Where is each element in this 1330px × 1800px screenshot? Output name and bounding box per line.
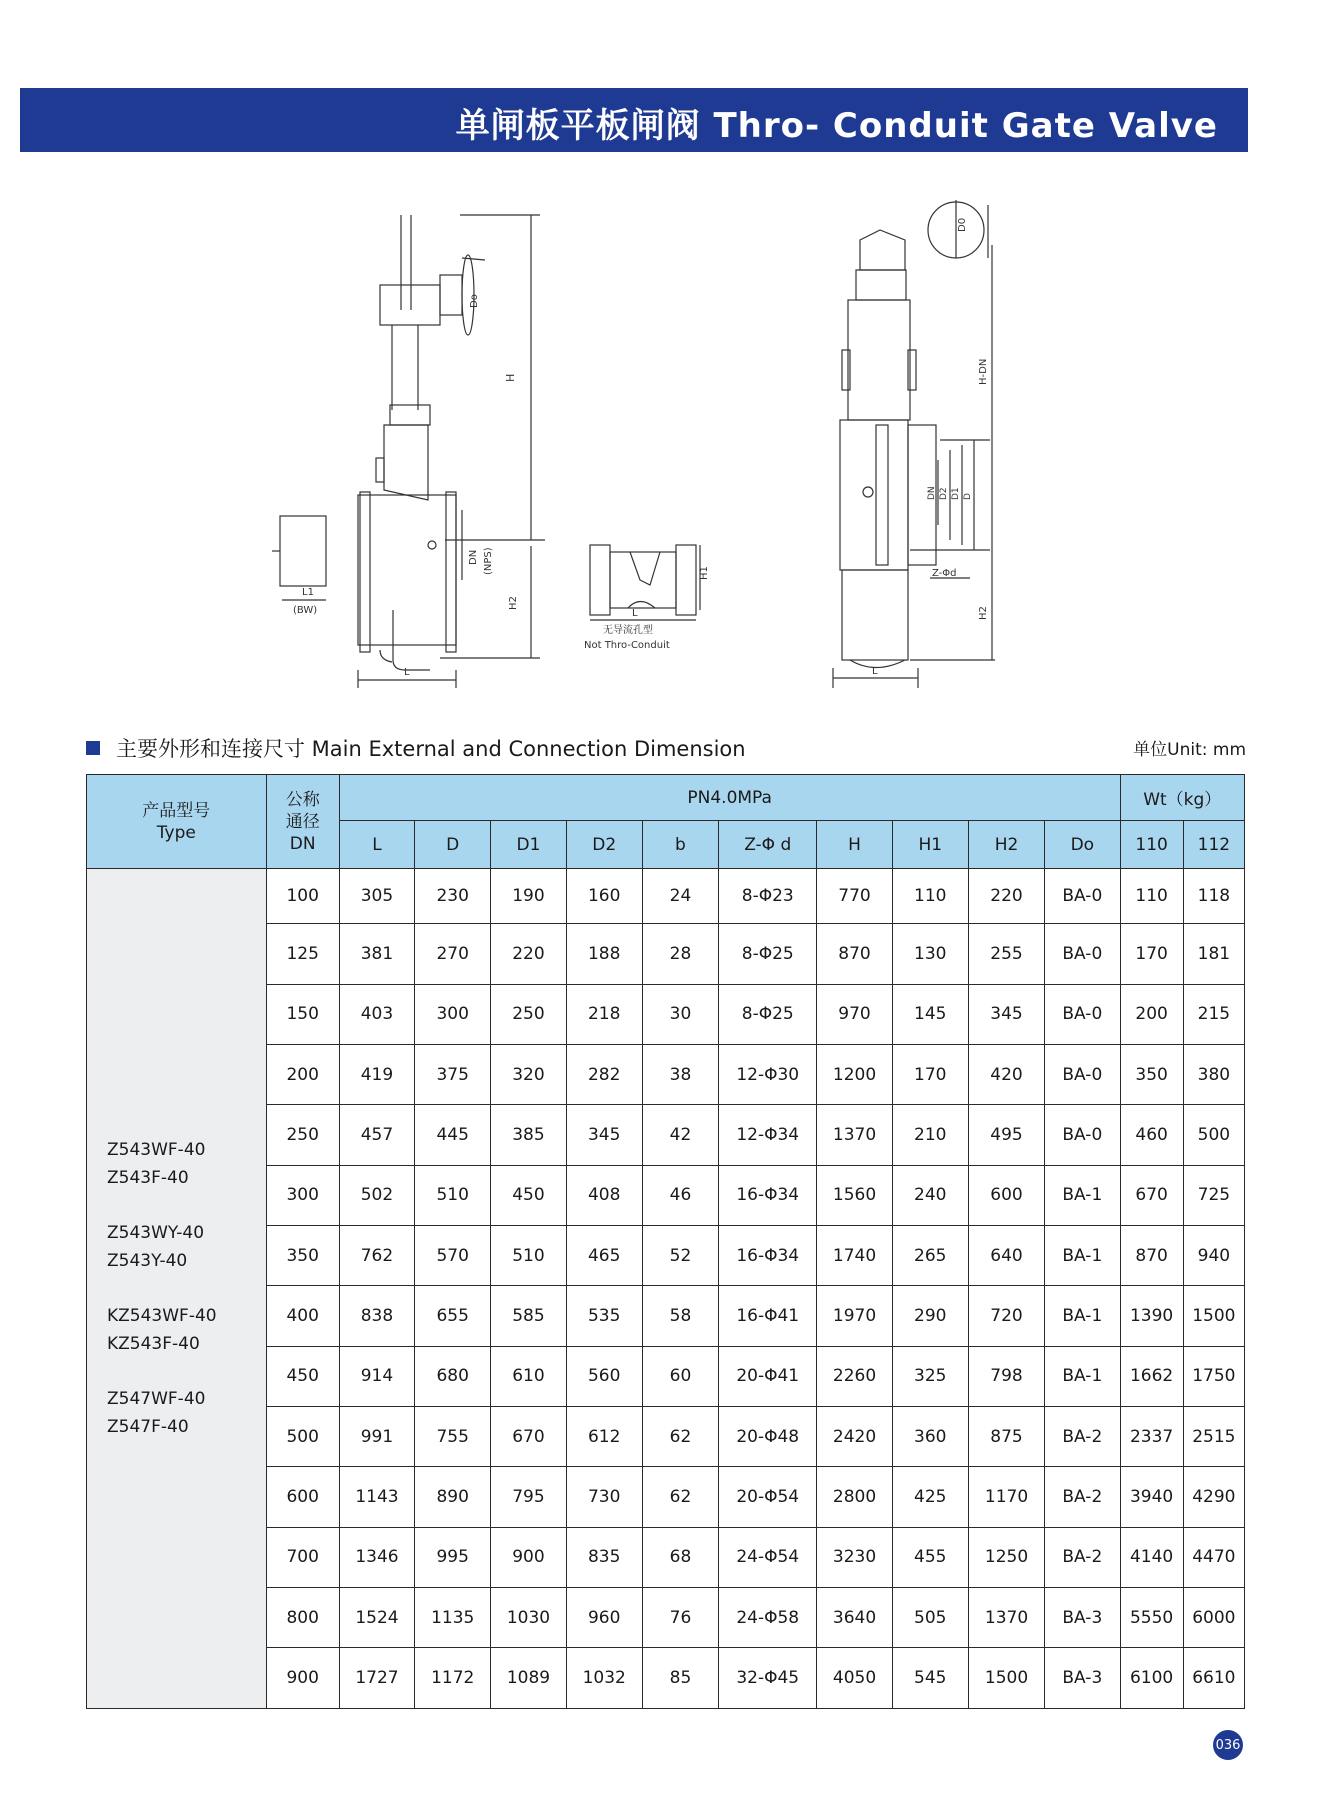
table-cell: 445	[415, 1105, 491, 1165]
table-cell: 1030	[491, 1588, 566, 1648]
table-cell: 1250	[968, 1527, 1044, 1587]
table-cell: 875	[968, 1407, 1044, 1467]
table-cell: 770	[817, 869, 892, 924]
dn-cell: 250	[266, 1105, 339, 1165]
table-cell: 670	[491, 1407, 566, 1467]
table-cell: 38	[642, 1045, 718, 1105]
column-header: Z-Φ d	[719, 821, 817, 869]
type-header-cn: 产品型号	[142, 800, 211, 821]
table-cell: 2800	[817, 1467, 892, 1527]
table-cell: 76	[642, 1588, 718, 1648]
type-item: Z543Y-40	[107, 1251, 188, 1271]
table-cell: 1143	[339, 1467, 414, 1527]
table-cell: 460	[1120, 1105, 1183, 1165]
table-cell: 118	[1183, 869, 1244, 924]
dn-header-line2: 通径	[285, 811, 320, 832]
table-cell: BA-1	[1045, 1286, 1120, 1346]
table-cell: BA-3	[1045, 1648, 1120, 1709]
table-cell: 210	[892, 1105, 968, 1165]
table-cell: 1524	[339, 1588, 414, 1648]
table-cell: BA-1	[1045, 1226, 1120, 1286]
section-bullet	[86, 741, 100, 755]
table-cell: 6610	[1183, 1648, 1244, 1709]
right-d1-label: D1	[951, 487, 961, 500]
table-cell: 270	[415, 924, 491, 984]
table-cell: 250	[491, 984, 566, 1044]
right-valve-drawing	[833, 200, 995, 688]
table-cell: 62	[642, 1467, 718, 1527]
dimension-table	[86, 774, 1245, 1709]
table-cell: 218	[566, 984, 642, 1044]
table-cell: 345	[968, 984, 1044, 1044]
table-cell: 838	[339, 1286, 414, 1346]
table-cell: 403	[339, 984, 414, 1044]
table-cell: 230	[415, 869, 491, 924]
table-cell: 500	[1183, 1105, 1244, 1165]
dn-header-line3: DN	[289, 833, 316, 854]
table-cell: 282	[566, 1045, 642, 1105]
dn-cell: 450	[266, 1346, 339, 1406]
dn-cell: 150	[266, 984, 339, 1044]
table-cell: 545	[892, 1648, 968, 1709]
table-cell: 170	[1120, 924, 1183, 984]
table-cell: BA-0	[1045, 869, 1120, 924]
table-cell: 16-Φ41	[719, 1286, 817, 1346]
table-cell: 1662	[1120, 1346, 1183, 1406]
table-cell: 755	[415, 1407, 491, 1467]
table-cell: 290	[892, 1286, 968, 1346]
table-cell: 3940	[1120, 1467, 1183, 1527]
table-cell: 16-Φ34	[719, 1226, 817, 1286]
dn-cell: 400	[266, 1286, 339, 1346]
middle-valve-drawing	[590, 545, 700, 620]
table-cell: 215	[1183, 984, 1244, 1044]
left-nps-label: (NPS)	[483, 547, 494, 575]
type-item: Z547F-40	[107, 1417, 189, 1437]
table-cell: 145	[892, 984, 968, 1044]
type-header	[87, 775, 267, 869]
table-cell: 68	[642, 1527, 718, 1587]
column-header: D2	[566, 821, 642, 869]
table-cell: 20-Φ54	[719, 1467, 817, 1527]
dn-cell: 300	[266, 1165, 339, 1225]
table-cell: 425	[892, 1467, 968, 1527]
type-item: Z547WF-40	[107, 1389, 206, 1409]
table-cell: 385	[491, 1105, 566, 1165]
table-cell: 240	[892, 1165, 968, 1225]
table-cell: 835	[566, 1527, 642, 1587]
table-cell: 265	[892, 1226, 968, 1286]
table-cell: 20-Φ48	[719, 1407, 817, 1467]
table-cell: 200	[1120, 984, 1183, 1044]
table-cell: 3230	[817, 1527, 892, 1587]
table-cell: 1560	[817, 1165, 892, 1225]
table-cell: 1135	[415, 1588, 491, 1648]
table-cell: 455	[892, 1527, 968, 1587]
table-cell: BA-1	[1045, 1165, 1120, 1225]
dn-header	[266, 775, 339, 869]
table-cell: 350	[1120, 1045, 1183, 1105]
table-cell: 58	[642, 1286, 718, 1346]
table-cell: 24-Φ58	[719, 1588, 817, 1648]
dn-cell: 200	[266, 1045, 339, 1105]
table-cell: 305	[339, 869, 414, 924]
table-cell: 345	[566, 1105, 642, 1165]
table-cell: 450	[491, 1165, 566, 1225]
type-item: KZ543WF-40	[107, 1306, 217, 1326]
table-cell: BA-0	[1045, 1105, 1120, 1165]
table-cell: 465	[566, 1226, 642, 1286]
table-cell: 1740	[817, 1226, 892, 1286]
table-cell: 220	[968, 869, 1044, 924]
table-cell: 1500	[1183, 1286, 1244, 1346]
table-cell: 570	[415, 1226, 491, 1286]
table-cell: 798	[968, 1346, 1044, 1406]
table-cell: 600	[968, 1165, 1044, 1225]
table-cell: 670	[1120, 1165, 1183, 1225]
table-cell: 130	[892, 924, 968, 984]
table-cell: 360	[892, 1407, 968, 1467]
left-valve-drawing	[272, 215, 545, 688]
right-h2-label: H2	[978, 606, 989, 620]
table-cell: 585	[491, 1286, 566, 1346]
table-cell: 1370	[968, 1588, 1044, 1648]
table-cell: 110	[892, 869, 968, 924]
type-header-en: Type	[156, 822, 196, 843]
table-cell: 510	[415, 1165, 491, 1225]
table-cell: 914	[339, 1346, 414, 1406]
table-cell: 1200	[817, 1045, 892, 1105]
table-cell: 2337	[1120, 1407, 1183, 1467]
table-cell: 408	[566, 1165, 642, 1225]
type-item: Z543F-40	[107, 1168, 189, 1188]
table-cell: 502	[339, 1165, 414, 1225]
table-cell: 8-Φ23	[719, 869, 817, 924]
table-cell: 16-Φ34	[719, 1165, 817, 1225]
table-cell: 320	[491, 1045, 566, 1105]
column-header: 110	[1120, 821, 1183, 869]
table-cell: 380	[1183, 1045, 1244, 1105]
table-cell: 870	[1120, 1226, 1183, 1286]
table-cell: 991	[339, 1407, 414, 1467]
table-cell: 8-Φ25	[719, 984, 817, 1044]
left-l1-label: L1	[302, 587, 314, 598]
table-cell: 46	[642, 1165, 718, 1225]
table-cell: 1346	[339, 1527, 414, 1587]
table-cell: 795	[491, 1467, 566, 1527]
table-cell: BA-2	[1045, 1407, 1120, 1467]
section-title: 主要外形和连接尺寸 Main External and Connection Dimension	[116, 737, 746, 761]
section-heading	[86, 733, 746, 763]
table-cell: 560	[566, 1346, 642, 1406]
table-cell: 870	[817, 924, 892, 984]
type-item: Z543WF-40	[107, 1140, 206, 1160]
table-cell: 890	[415, 1467, 491, 1527]
unit-label: 单位Unit: mm	[1133, 740, 1246, 760]
table-cell: 995	[415, 1527, 491, 1587]
table-cell: 8-Φ25	[719, 924, 817, 984]
table-cell: 970	[817, 984, 892, 1044]
table-cell: 3640	[817, 1588, 892, 1648]
table-cell: 1390	[1120, 1286, 1183, 1346]
table-cell: 2420	[817, 1407, 892, 1467]
table-cell: 20-Φ41	[719, 1346, 817, 1406]
table-cell: 255	[968, 924, 1044, 984]
left-l-label: L	[404, 667, 410, 678]
table-cell: 28	[642, 924, 718, 984]
table-cell: 30	[642, 984, 718, 1044]
table-cell: 85	[642, 1648, 718, 1709]
table-cell: 6000	[1183, 1588, 1244, 1648]
table-cell: BA-2	[1045, 1467, 1120, 1527]
table-row	[87, 869, 1245, 924]
table-cell: BA-0	[1045, 1045, 1120, 1105]
table-cell: 1089	[491, 1648, 566, 1709]
table-cell: 190	[491, 869, 566, 924]
table-cell: 2260	[817, 1346, 892, 1406]
table-cell: 419	[339, 1045, 414, 1105]
table-cell: 12-Φ34	[719, 1105, 817, 1165]
middle-h1-label: H1	[699, 566, 710, 580]
left-dn-label: DN	[468, 549, 479, 565]
table-cell: 495	[968, 1105, 1044, 1165]
table-cell: BA-2	[1045, 1527, 1120, 1587]
table-cell: 1970	[817, 1286, 892, 1346]
table-cell: 510	[491, 1226, 566, 1286]
table-cell: 188	[566, 924, 642, 984]
dn-cell: 900	[266, 1648, 339, 1709]
dn-cell: 125	[266, 924, 339, 984]
dn-cell: 800	[266, 1588, 339, 1648]
table-cell: 640	[968, 1226, 1044, 1286]
table-cell: 300	[415, 984, 491, 1044]
table-cell: 52	[642, 1226, 718, 1286]
right-dn-label: DN	[927, 486, 937, 500]
type-item: Z543WY-40	[107, 1223, 205, 1243]
table-cell: 60	[642, 1346, 718, 1406]
table-cell: 62	[642, 1407, 718, 1467]
table-cell: 720	[968, 1286, 1044, 1346]
table-cell: 610	[491, 1346, 566, 1406]
table-cell: 762	[339, 1226, 414, 1286]
column-header: H2	[968, 821, 1044, 869]
table-cell: 960	[566, 1588, 642, 1648]
table-cell: 24-Φ54	[719, 1527, 817, 1587]
right-l-label: L	[872, 666, 878, 677]
middle-l-label: L	[632, 608, 638, 619]
table-cell: 4050	[817, 1648, 892, 1709]
table-cell: 1370	[817, 1105, 892, 1165]
table-cell: 110	[1120, 869, 1183, 924]
table-cell: 680	[415, 1346, 491, 1406]
left-d0-label: Do	[469, 294, 480, 308]
table-cell: 1170	[968, 1467, 1044, 1527]
table-cell: 32-Φ45	[719, 1648, 817, 1709]
dn-cell: 600	[266, 1467, 339, 1527]
dn-cell: 700	[266, 1527, 339, 1587]
table-cell: 12-Φ30	[719, 1045, 817, 1105]
column-header: b	[642, 821, 718, 869]
type-list-cell	[87, 869, 267, 1709]
table-cell: 4290	[1183, 1467, 1244, 1527]
table-cell: 420	[968, 1045, 1044, 1105]
dn-cell: 350	[266, 1226, 339, 1286]
table-cell: 940	[1183, 1226, 1244, 1286]
weight-header: Wt（kg）	[1120, 775, 1244, 821]
right-d2-label: D2	[939, 487, 949, 500]
table-cell: 375	[415, 1045, 491, 1105]
pressure-header: PN4.0MPa	[339, 775, 1120, 821]
table-cell: 4140	[1120, 1527, 1183, 1587]
table-cell: 170	[892, 1045, 968, 1105]
table-cell: 325	[892, 1346, 968, 1406]
page-number: 036	[1213, 1730, 1243, 1760]
table-cell: 6100	[1120, 1648, 1183, 1709]
left-h-label: H	[504, 373, 517, 382]
column-header: H1	[892, 821, 968, 869]
dn-cell: 500	[266, 1407, 339, 1467]
right-d0-label: D0	[957, 217, 968, 232]
table-cell: BA-0	[1045, 984, 1120, 1044]
table-cell: 1750	[1183, 1346, 1244, 1406]
table-cell: 612	[566, 1407, 642, 1467]
valve-drawings	[0, 200, 1330, 700]
table-cell: 457	[339, 1105, 414, 1165]
page-title: 单闸板平板闸阀 Thro- Conduit Gate Valve	[455, 106, 1218, 146]
middle-caption-cn: 无导流孔型	[603, 625, 653, 636]
table-cell: 1727	[339, 1648, 414, 1709]
table-cell: BA-3	[1045, 1588, 1120, 1648]
right-z-phi-d-label: Z-Φd	[932, 568, 957, 579]
table-cell: 381	[339, 924, 414, 984]
type-item: KZ543F-40	[107, 1334, 200, 1354]
table-cell: 42	[642, 1105, 718, 1165]
middle-caption-en: Not Thro-Conduit	[584, 640, 670, 651]
table-cell: 2515	[1183, 1407, 1244, 1467]
dn-header-line1: 公称	[285, 789, 320, 810]
table-cell: 535	[566, 1286, 642, 1346]
table-cell: 505	[892, 1588, 968, 1648]
table-cell: 900	[491, 1527, 566, 1587]
left-bw-label: (BW)	[293, 605, 318, 616]
table-cell: BA-1	[1045, 1346, 1120, 1406]
column-header: H	[817, 821, 892, 869]
right-d-label: D	[963, 493, 973, 500]
column-header: D	[415, 821, 491, 869]
table-cell: 5550	[1120, 1588, 1183, 1648]
table-cell: 1500	[968, 1648, 1044, 1709]
table-cell: 725	[1183, 1165, 1244, 1225]
table-cell: 730	[566, 1467, 642, 1527]
table-cell: 1172	[415, 1648, 491, 1709]
table-cell: 24	[642, 869, 718, 924]
table-cell: 4470	[1183, 1527, 1244, 1587]
table-cell: BA-0	[1045, 924, 1120, 984]
valve-drawing-svg	[0, 200, 1330, 700]
table-cell: 655	[415, 1286, 491, 1346]
table-body	[87, 869, 1245, 1709]
table-cell: 160	[566, 869, 642, 924]
column-header: L	[339, 821, 414, 869]
table-cell: 181	[1183, 924, 1244, 984]
table-cell: 220	[491, 924, 566, 984]
column-header: D1	[491, 821, 566, 869]
column-header: 112	[1183, 821, 1244, 869]
table-cell: 1032	[566, 1648, 642, 1709]
column-header: Do	[1045, 821, 1120, 869]
left-h2-label: H2	[508, 596, 519, 610]
right-h-dn-label: H-DN	[978, 358, 989, 385]
title-banner	[20, 88, 1248, 152]
dn-cell: 100	[266, 869, 339, 924]
